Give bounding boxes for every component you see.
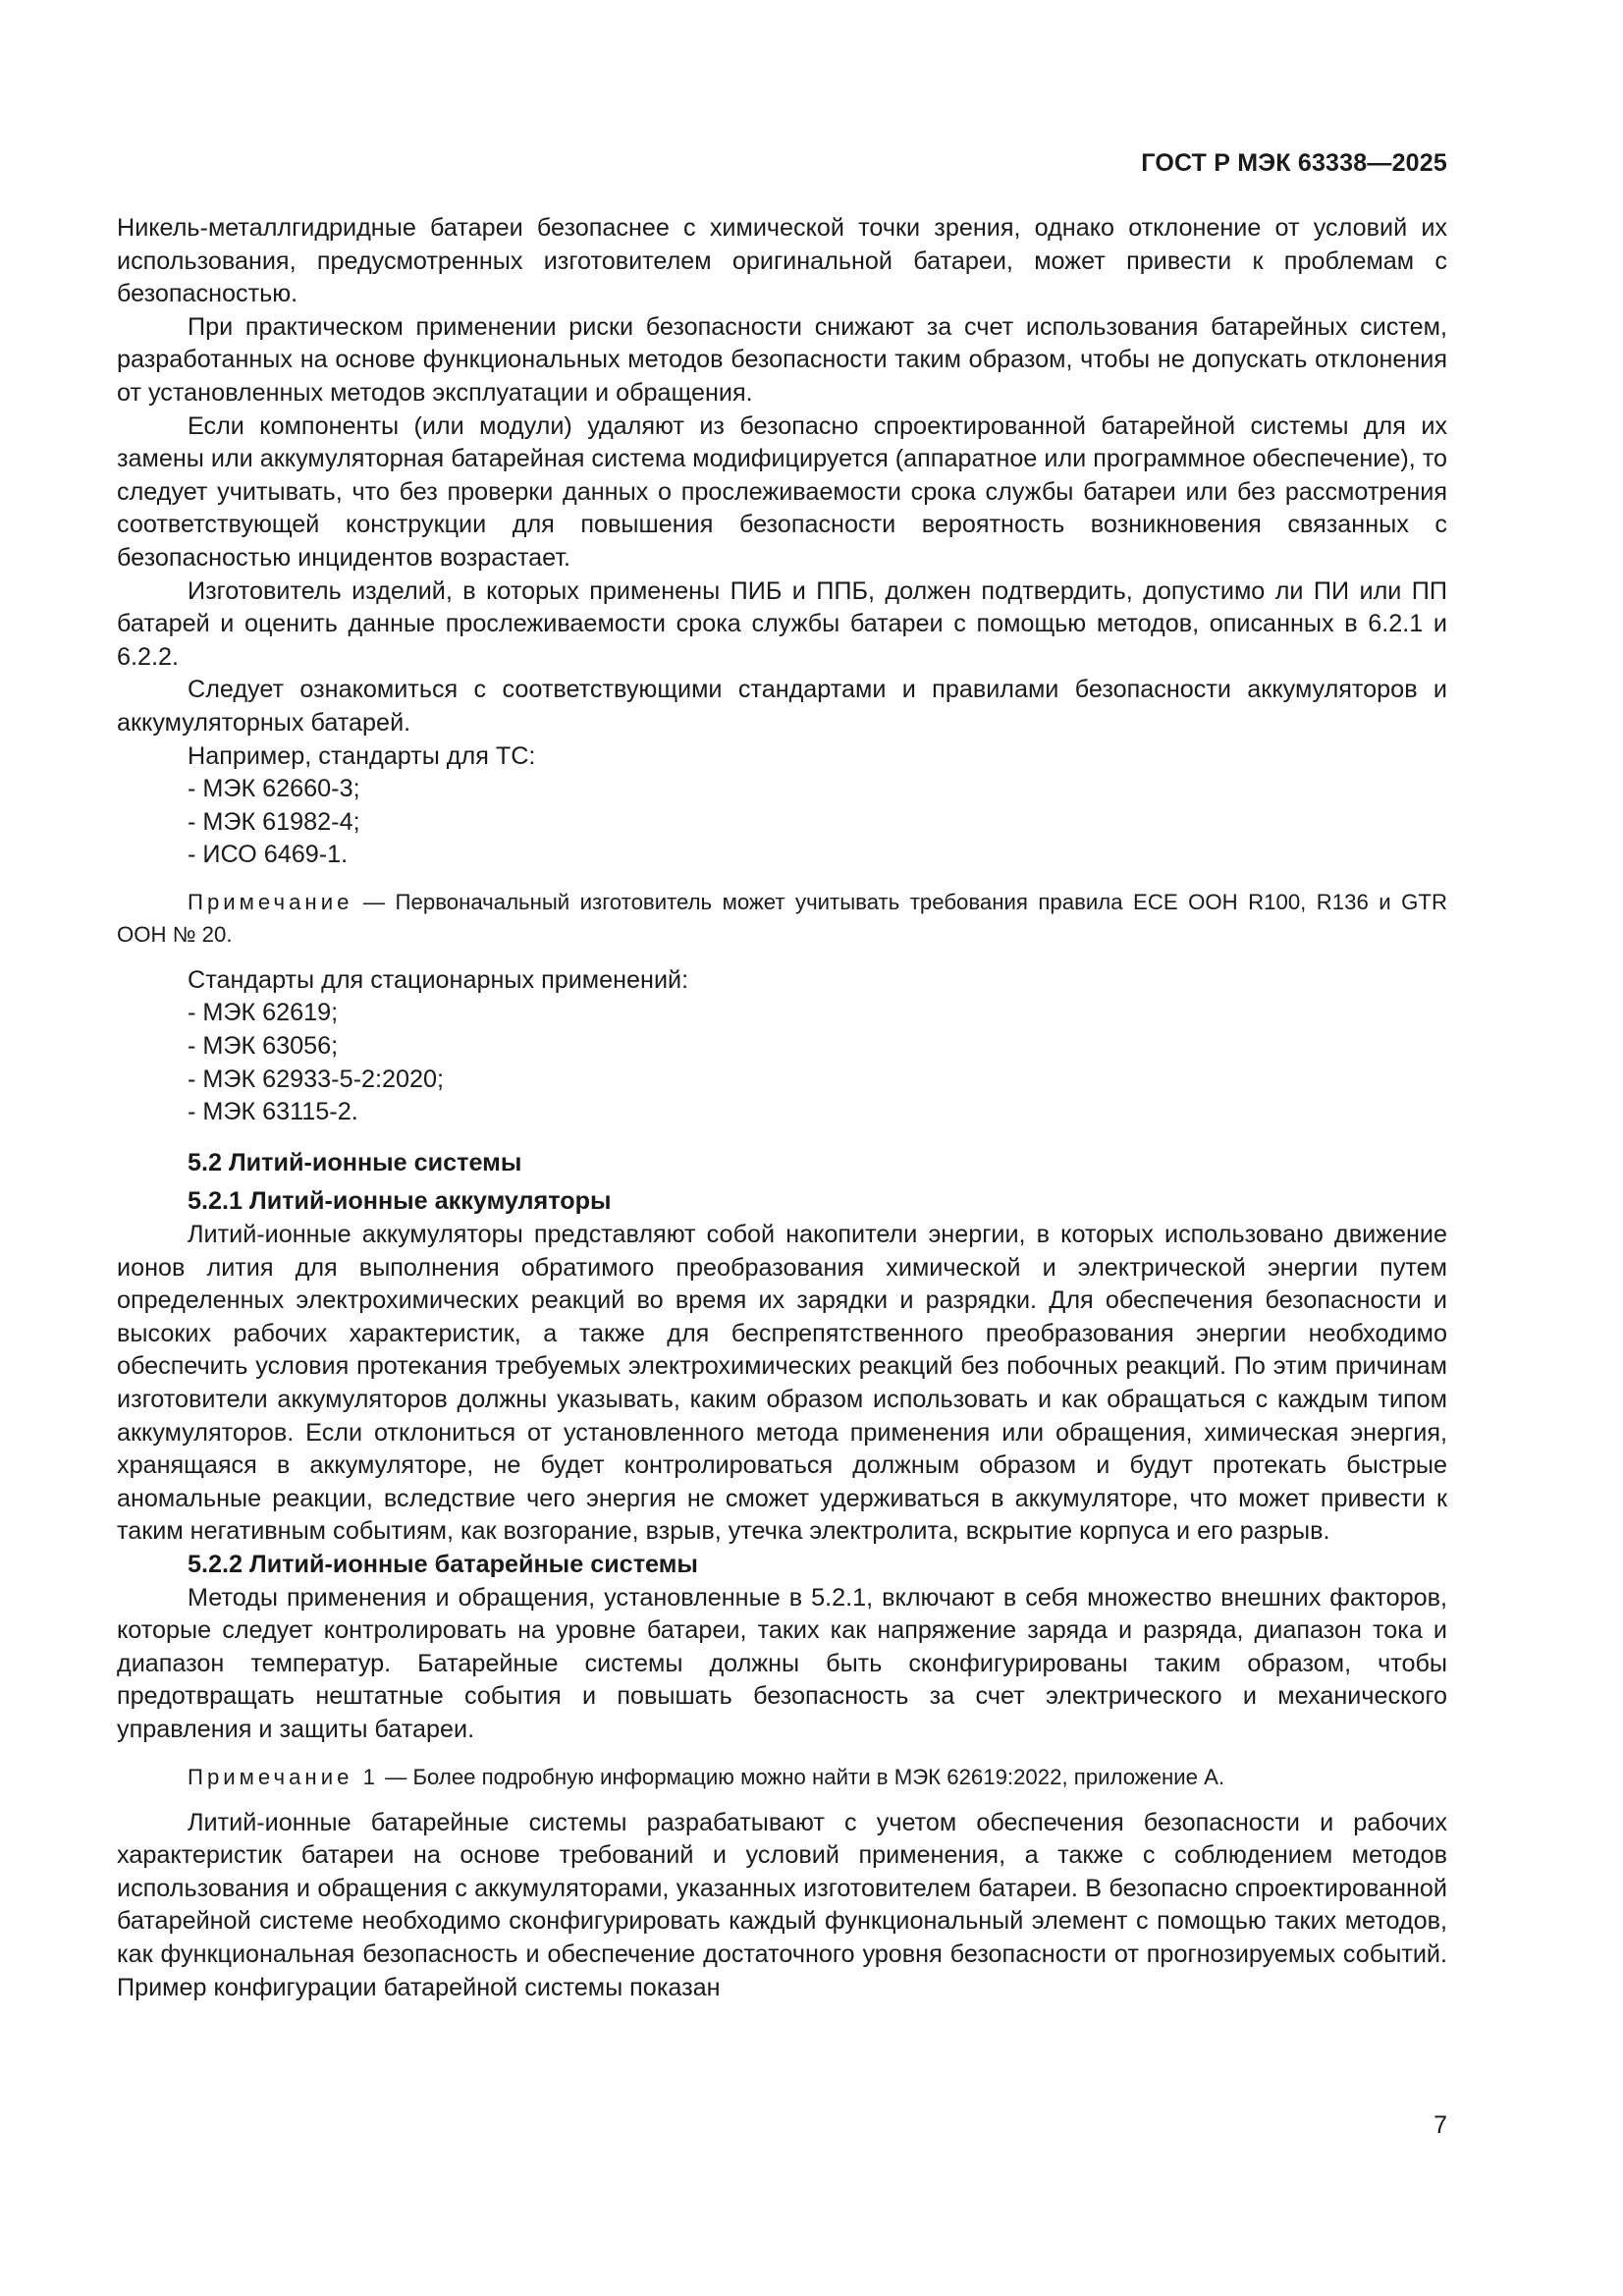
subsection-heading-5-2-2: 5.2.2 Литий-ионные батарейные системы bbox=[188, 1550, 698, 1578]
list-item: - МЭК 62660-3; bbox=[188, 775, 360, 803]
list-item: - МЭК 63056; bbox=[188, 1032, 339, 1061]
paragraph-manufacturer: Изготовитель изделий, в которых применены ПИБ и ППБ, должен подтвердить, допустимо ли ПИ или ПП батарей и оценить данные прослеживаемости срока службы батареи с помощью методов, описанных в 6.2.1 и 6.2.2. bbox=[117, 576, 1447, 671]
section-heading-5-2: 5.2 Литий-ионные системы bbox=[188, 1148, 522, 1176]
list-vehicle-standards bbox=[117, 773, 1447, 872]
paragraph-li-ion-systems: Методы применения и обращения, установленные в 5.2.1, включают в себя множество внешних факторов, которые следует контролировать на уровне батареи, таких как напряжение заряда и разряда, диапазон тока и диапазон температур. Батарейные системы должны быть сконфигурированы таким образом, чтобы предотвращать нештатные события и повышать безопасность за счет электрического и механического управления и защиты батареи. bbox=[117, 1583, 1447, 1743]
list-stationary-standards bbox=[117, 997, 1447, 1128]
note-unece bbox=[117, 886, 1447, 951]
paragraph-component-removal: Если компоненты (или модули) удаляют из безопасно спроектированной батарейной системы для их замены или аккумуляторная батарейная система модифицируется (аппаратное или программное обеспечение), то следует учитывать, что без проверки данных о прослеживаемости срока службы батареи или без рассмотрения соответствующей конструкции для повышения безопасности вероятность возникновения связанных с безопасностью инцидентов возрастает. bbox=[117, 411, 1447, 572]
note-text: — Первоначальный изготовитель может учитывать требования правила ЕСЕ ООН R100, R136 и GTR ООН № 20. bbox=[117, 889, 1447, 947]
page-number: 7 bbox=[1434, 2111, 1447, 2139]
paragraph-system-design: Литий-ионные батарейные системы разрабатывают с учетом обеспечения безопасности и рабочих характеристик батареи на основе требований и условий применения, а также с соблюдением методов использования и обращения с аккумуляторами, указанных изготовителем батареи. В безопасно спроектированной батарейной системе необходимо сконфигурировать каждый функциональный элемент с помощью таких методов, как функциональная безопасность и обеспечение достаточного уровня безопасности от прогнозируемых событий. Пример конфигурации батарейной системы показан bbox=[117, 1808, 1447, 2001]
document-id-header: ГОСТ Р МЭК 63338—2025 bbox=[1141, 149, 1447, 177]
list-item: - МЭК 62933-5-2:2020; bbox=[188, 1065, 445, 1093]
paragraph-li-ion-cells: Литий-ионные аккумуляторы представляют собой накопители энергии, в которых использовано движение ионов лития для выполнения обратимого преобразования химической и электрической энергии путем определенных электрохимических реакций во время их зарядки и разрядки. Для обеспечения безопасности и высоких рабочих характеристик, а также для беспрепятственного преобразования энергии необходимо обеспечить условия протекания требуемых электрохимических реакций без побочных реакций. По этим причинам изготовители аккумуляторов должны указывать, каким образом использовать и как обращаться с каждым типом аккумуляторов. Если отклониться от установленного метода применения или обращения, химическая энергия, хранящаяся в аккумуляторе, не будет контролироваться должным образом и будут протекать быстрые аномальные реакции, вследствие чего энергия не сможет удерживаться в аккумуляторе, что может привести к таким негативным событиям, как возгорание, взрыв, утечка электролита, вскрытие корпуса и его разрыв. bbox=[117, 1221, 1447, 1546]
list-item: - МЭК 61982-4; bbox=[188, 807, 360, 836]
paragraph-standards-intro: Следует ознакомиться с соответствующими стандартами и правилами безопасности аккумуляторов и аккумуляторных батарей. bbox=[117, 676, 1447, 737]
paragraph-practical-use: При практическом применении риски безопасности снижают за счет использования батарейных систем, разработанных на основе функциональных методов безопасности таким образом, чтобы не допускать отклонения от установленных методов эксплуатации и обращения. bbox=[117, 312, 1447, 407]
note-label: Примечание bbox=[188, 1764, 353, 1789]
paragraph-stationary-standards: Стандарты для стационарных применений: bbox=[188, 965, 689, 994]
list-item: - МЭК 62619; bbox=[188, 999, 339, 1027]
note-label: Примечание bbox=[188, 889, 353, 914]
paragraph-nimh: Никель-металлгидридные батареи безопаснее с химической точки зрения, однако отклонение от условий их использования, предусмотренных изготовителем оригинальной батареи, может привести к проблемам с безопасностью. bbox=[117, 214, 1447, 308]
note-iec-62619 bbox=[117, 1761, 1447, 1793]
note-number: 1 bbox=[352, 1764, 379, 1789]
subsection-heading-5-2-1: 5.2.1 Литий-ионные аккумуляторы bbox=[188, 1187, 612, 1216]
list-item: - ИСО 6469-1. bbox=[188, 841, 349, 869]
paragraph-vehicle-standards: Например, стандарты для ТС: bbox=[188, 741, 536, 770]
page-content bbox=[117, 212, 1447, 2004]
note-text: — Более подробную информацию можно найти в МЭК 62619:2022, приложение А. bbox=[378, 1764, 1225, 1789]
list-item: - МЭК 63115-2. bbox=[188, 1098, 358, 1126]
